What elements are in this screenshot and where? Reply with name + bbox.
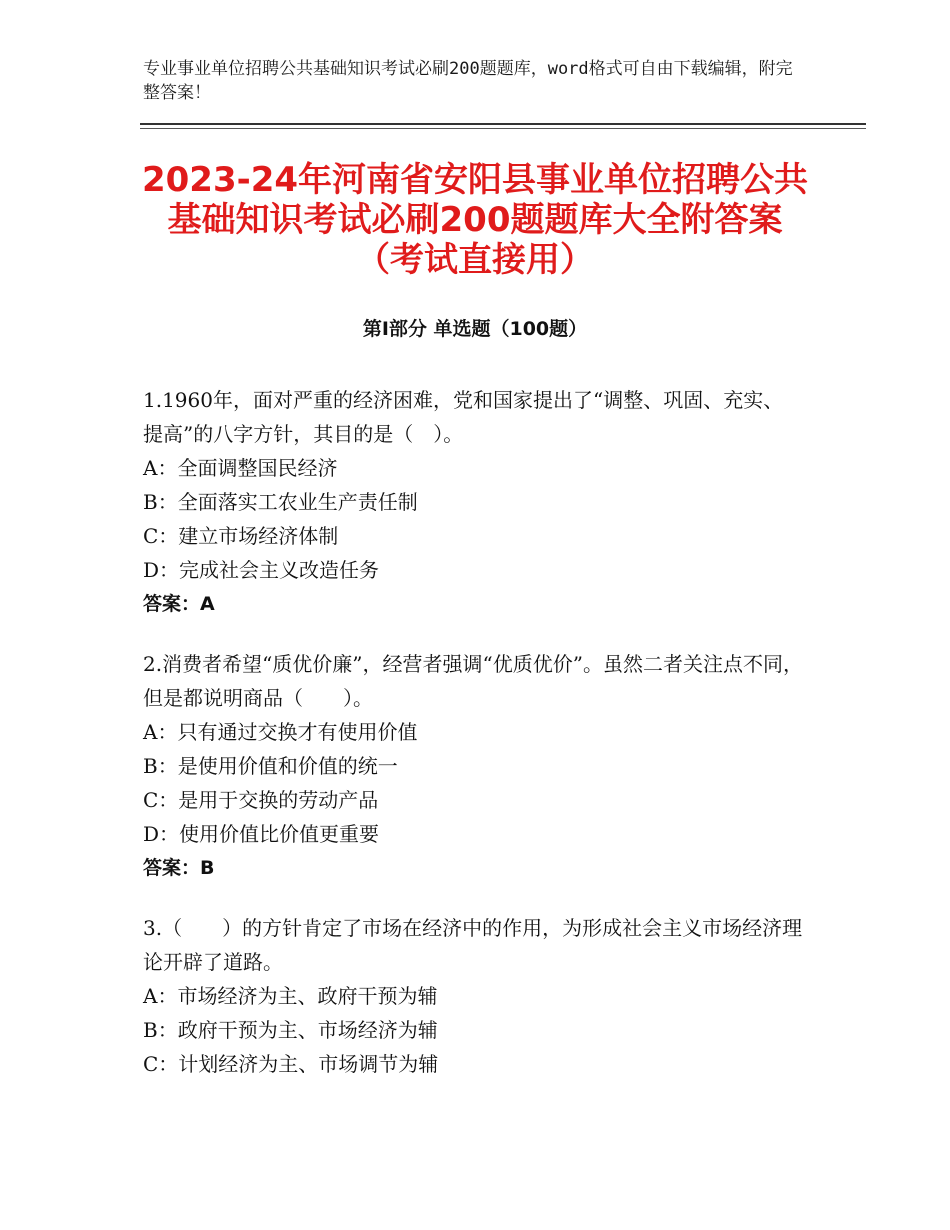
option-c: C：建立市场经济体制: [143, 524, 339, 548]
question-2: [143, 647, 803, 885]
question-stem: 3.（ ）的方针肯定了市场在经济中的作用，为形成社会主义市场经济理论开辟了道路。: [143, 916, 803, 974]
answer: 答案：A: [143, 593, 215, 615]
option-a: A：只有通过交换才有使用价值: [143, 720, 418, 744]
option-a: A：全面调整国民经济: [143, 456, 338, 480]
document-title: [120, 160, 830, 280]
question-stem: 1.1960年，面对严重的经济困难，党和国家提出了“调整、巩固、充实、提高”的八字方针，其目的是（ ）。: [143, 388, 784, 446]
title-line-3: （考试直接用）: [356, 240, 594, 280]
question-3: [143, 911, 803, 1081]
section-heading: 第Ⅰ部分 单选题（100题）: [362, 318, 588, 340]
header-note: 专业事业单位招聘公共基础知识考试必刷200题题库，word格式可自由下载编辑，附完整答案！: [143, 59, 793, 103]
option-c: C：是用于交换的劳动产品: [143, 788, 379, 812]
question-stem: 2.消费者希望“质优价廉”，经营者强调“优质优价”。虽然二者关注点不同，但是都说明商品（ ）。: [143, 652, 803, 710]
option-b: B：政府干预为主、市场经济为辅: [143, 1018, 438, 1042]
title-line-2: 基础知识考试必刷200题题库大全附答案: [167, 200, 783, 240]
option-a: A：市场经济为主、政府干预为辅: [143, 984, 438, 1008]
answer: 答案：B: [143, 857, 215, 879]
option-d: D：完成社会主义改造任务: [143, 558, 380, 582]
header-divider-thick: [140, 123, 866, 125]
option-b: B：全面落实工农业生产责任制: [143, 490, 418, 514]
option-d: D：使用价值比价值更重要: [143, 822, 380, 846]
option-c: C：计划经济为主、市场调节为辅: [143, 1052, 439, 1076]
header-divider-thin: [140, 128, 866, 129]
title-line-1: 2023-24年河南省安阳县事业单位招聘公共: [141, 160, 809, 200]
question-1: [143, 383, 803, 621]
option-b: B：是使用价值和价值的统一: [143, 754, 398, 778]
question-list: [143, 383, 803, 1107]
